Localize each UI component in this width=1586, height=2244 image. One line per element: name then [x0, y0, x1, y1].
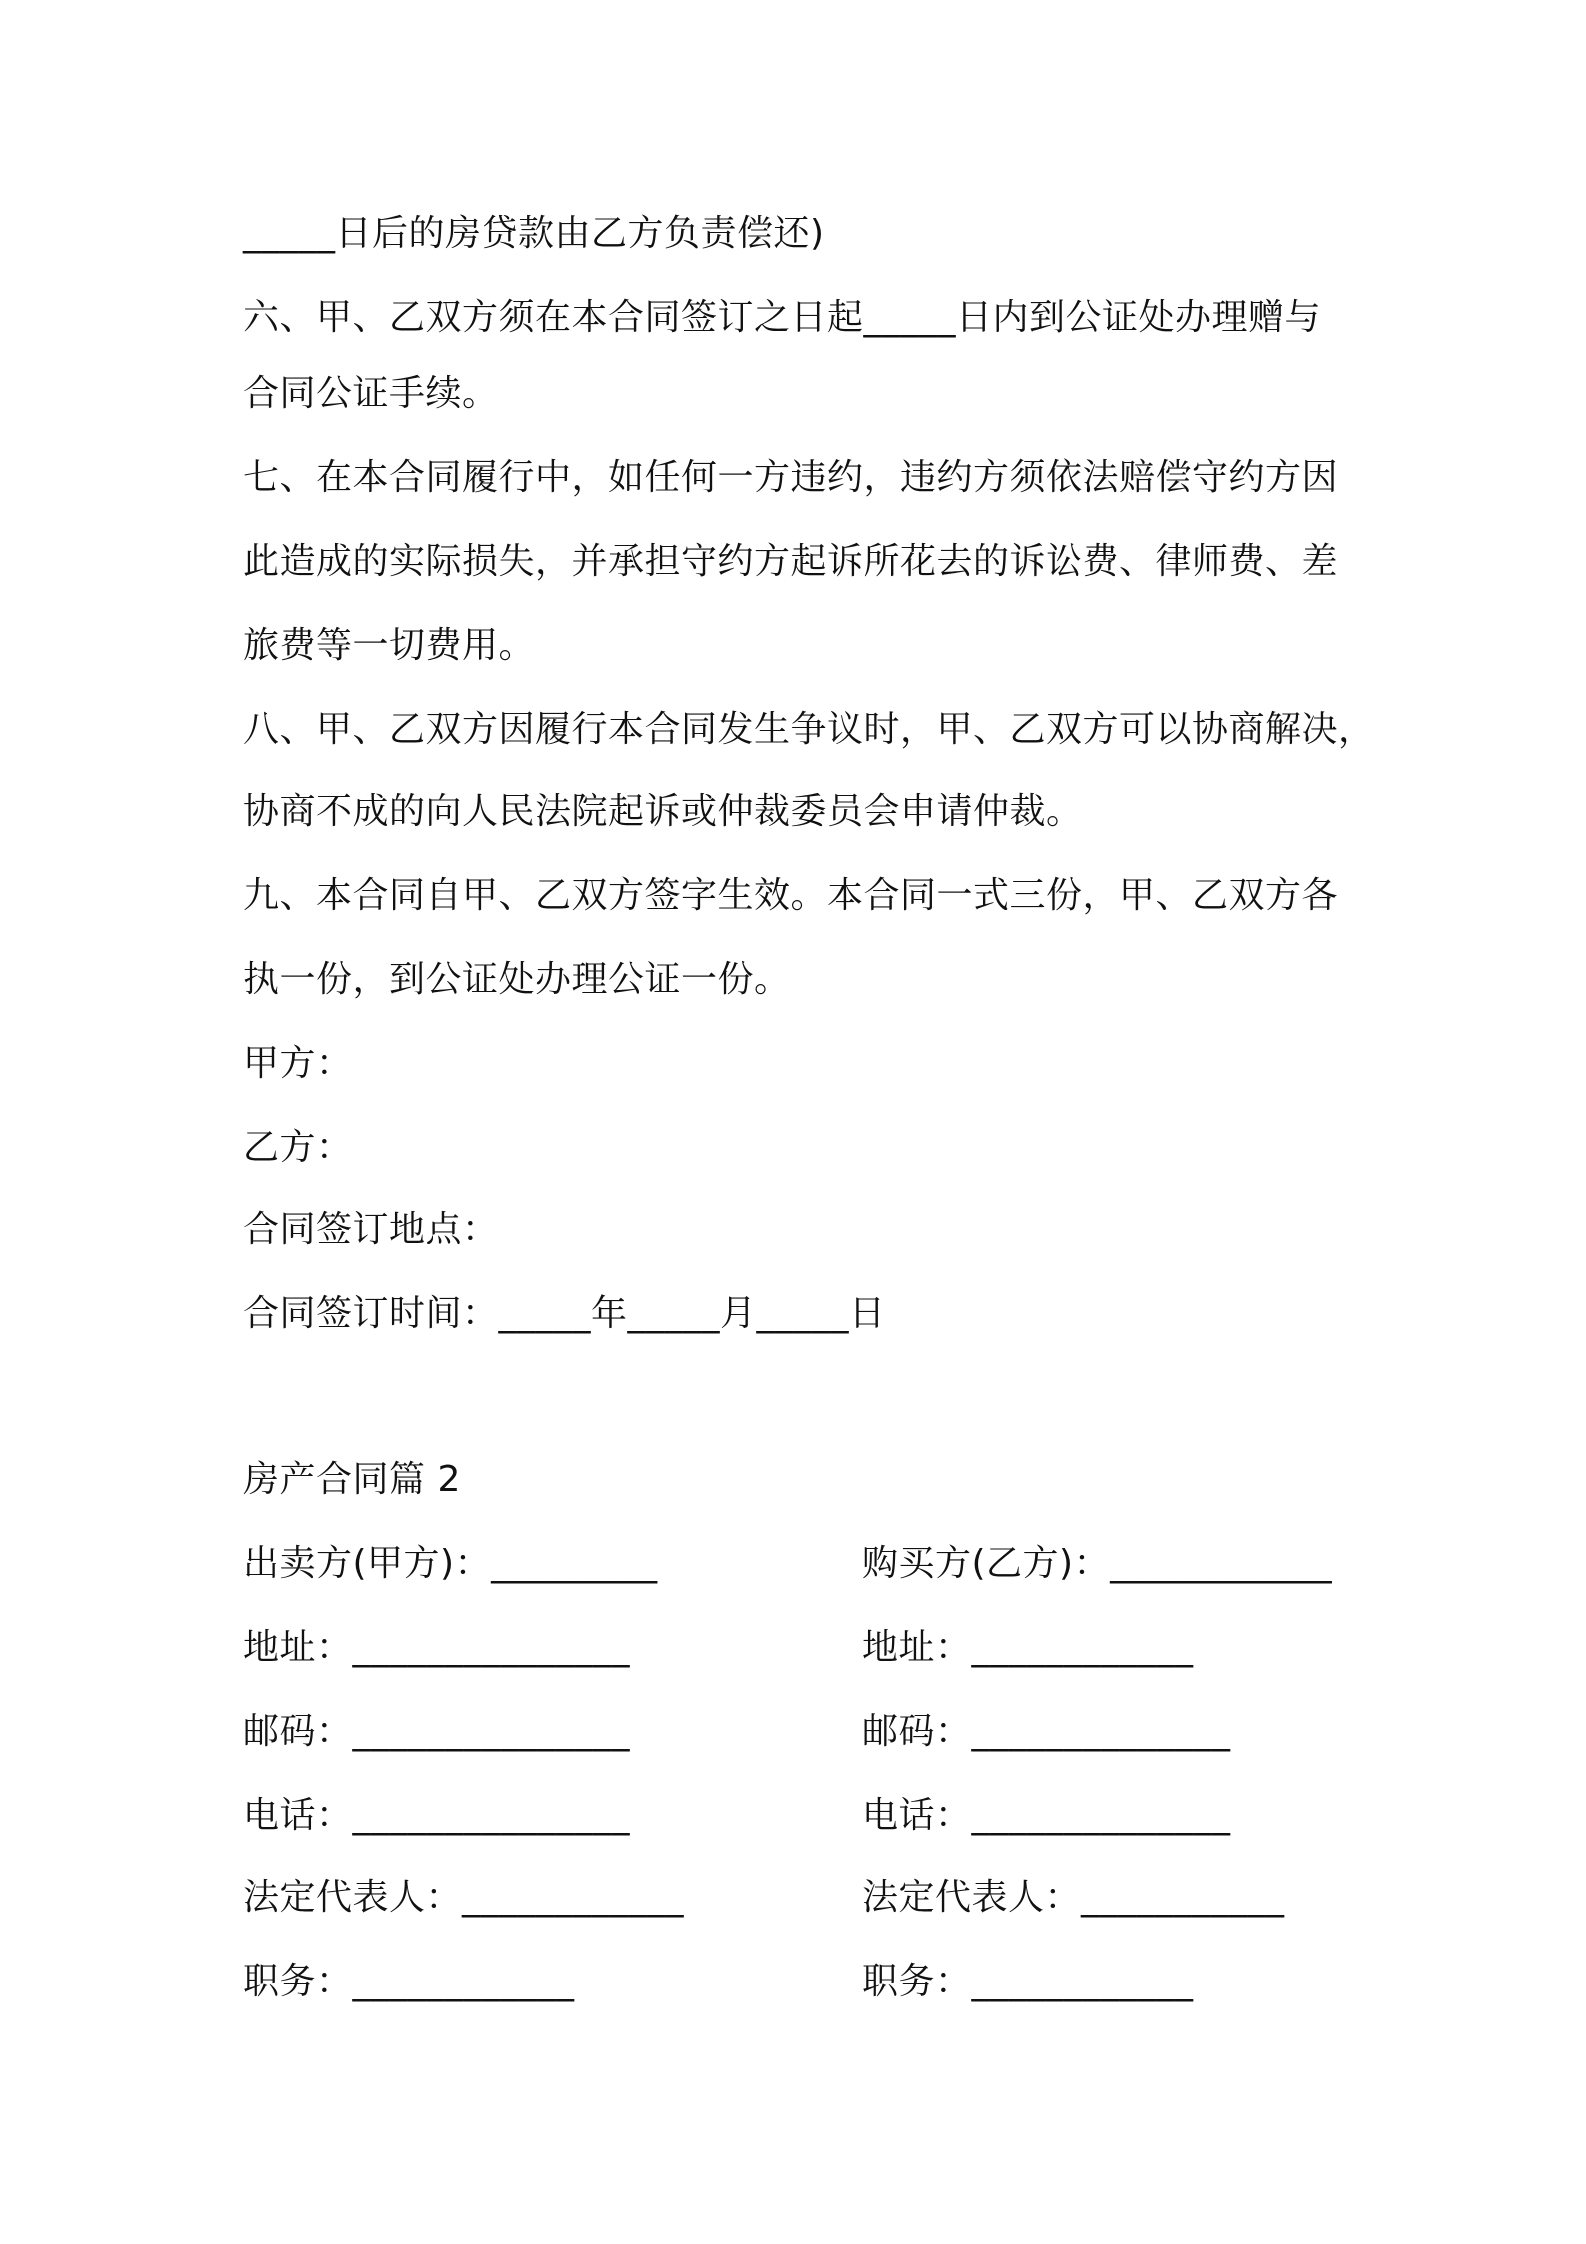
clause-eight-line-1: 八、甲、乙双方因履行本合同发生争议时，甲、乙双方可以协商解决，	[243, 709, 1375, 750]
clause-six-line-2: 合同公证手续。	[243, 373, 499, 414]
clause-seven-line-1: 七、在本合同履行中，如任何一方违约，违约方须依法赔偿守约方因	[243, 457, 1339, 498]
seller-address: 地址：_______________	[243, 1627, 631, 1668]
seller-legal-representative: 法定代表人：____________	[243, 1877, 685, 1918]
clause-eight-line-2: 协商不成的向人民法院起诉或仲裁委员会申请仲裁。	[243, 791, 1083, 832]
clause-seven-line-2: 此造成的实际损失，并承担守约方起诉所花去的诉讼费、律师费、差	[243, 541, 1339, 582]
signing-place: 合同签订地点：	[243, 1209, 499, 1250]
section-title: 房产合同篇 2	[243, 1459, 461, 1500]
seller-position: 职务：____________	[243, 1961, 575, 2002]
clause-nine-line-1: 九、本合同自甲、乙双方签字生效。本合同一式三份，甲、乙双方各	[243, 875, 1339, 916]
party-a-signature: 甲方：	[243, 1043, 353, 1084]
buyer-address: 地址：____________	[862, 1627, 1194, 1668]
buyer-phone: 电话：______________	[862, 1795, 1231, 1836]
signing-date: 合同签订时间：_____年_____月_____日	[243, 1293, 886, 1334]
clause-seven-line-3: 旅费等一切费用。	[243, 625, 536, 666]
buyer-name: 购买方(乙方)：____________	[862, 1543, 1333, 1584]
buyer-postcode: 邮码：______________	[862, 1711, 1231, 1752]
buyer-position: 职务：____________	[862, 1961, 1194, 2002]
clause-six-line-1: 六、甲、乙双方须在本合同签订之日起_____日内到公证处办理赠与	[243, 297, 1322, 338]
buyer-legal-representative: 法定代表人：___________	[862, 1877, 1285, 1918]
paragraph-line: _____日后的房贷款由乙方负责偿还)	[243, 213, 825, 254]
clause-nine-line-2: 执一份，到公证处办理公证一份。	[243, 959, 791, 1000]
seller-phone: 电话：_______________	[243, 1795, 631, 1836]
seller-postcode: 邮码：_______________	[243, 1711, 631, 1752]
seller-name: 出卖方(甲方)：_________	[243, 1543, 658, 1584]
party-b-signature: 乙方：	[243, 1127, 353, 1168]
